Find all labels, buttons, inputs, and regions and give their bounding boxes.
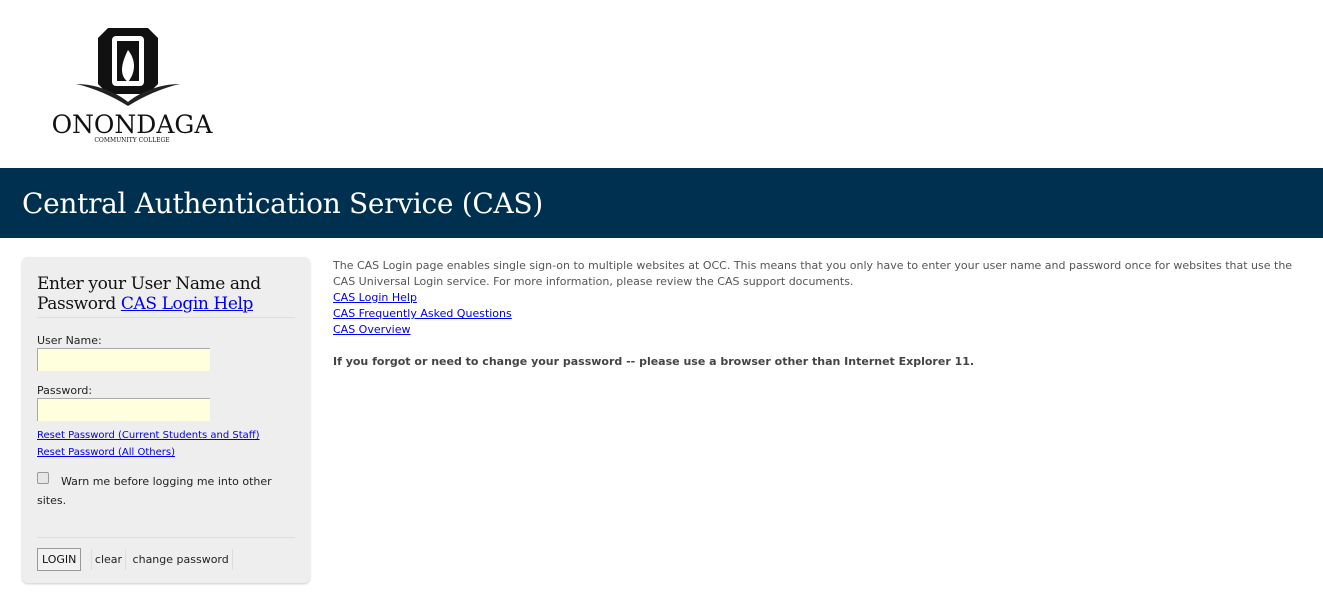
- username-label: User Name:: [37, 334, 102, 347]
- page-title: Central Authentication Service (CAS): [22, 187, 543, 220]
- warn-checkbox[interactable]: [37, 472, 49, 484]
- svg-text:COMMUNITY COLLEGE: COMMUNITY COLLEGE: [94, 137, 170, 144]
- college-logo: [46, 26, 218, 144]
- reset-password-others-link[interactable]: Reset Password (All Others): [37, 447, 175, 458]
- password-input[interactable]: [37, 398, 210, 421]
- svg-text:ONONDAGA: ONONDAGA: [51, 110, 213, 139]
- password-notice: If you forgot or need to change your password -- please use a browser other than Internet Explorer 11.: [333, 355, 975, 368]
- login-heading: Enter your User Name and Password CAS Login Help: [37, 257, 295, 318]
- login-panel: [22, 257, 310, 583]
- reset-password-staff-link[interactable]: Reset Password (Current Students and Staff): [37, 430, 260, 441]
- info-text: The CAS Login page enables single sign-on to multiple websites at OCC. This means that you only have to enter your user name and password once for websites that use the CAS Universal Login service. For more information, please review the CAS support documents.: [333, 259, 1293, 288]
- cas-faq-link[interactable]: CAS Frequently Asked Questions: [333, 307, 512, 320]
- password-label: Password:: [37, 384, 93, 397]
- header-banner: [0, 168, 1323, 238]
- login-button[interactable]: LOGIN: [37, 548, 81, 571]
- warn-label: Warn me before logging me into other sites.: [37, 475, 272, 507]
- clear-button[interactable]: clear: [91, 549, 126, 570]
- cas-login-help-info-link[interactable]: CAS Login Help: [333, 291, 417, 304]
- info-section: [333, 258, 1313, 370]
- cas-overview-link[interactable]: CAS Overview: [333, 323, 411, 336]
- change-password-button[interactable]: change password: [130, 549, 233, 570]
- username-input[interactable]: [37, 348, 210, 371]
- cas-login-help-link[interactable]: CAS Login Help: [120, 294, 254, 314]
